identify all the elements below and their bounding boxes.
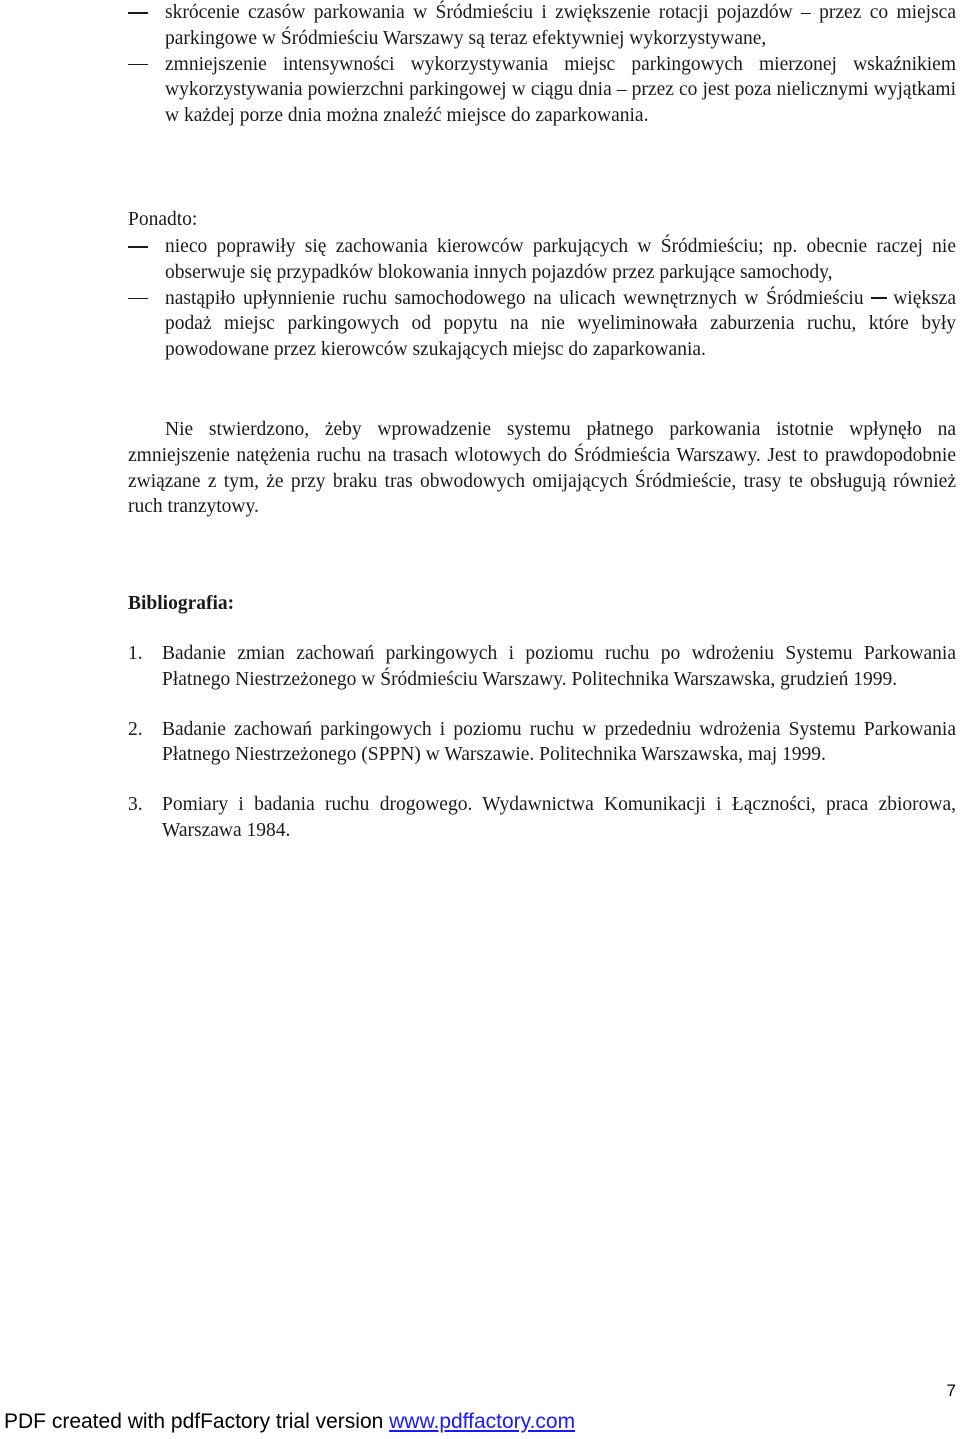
list-item (128, 286, 956, 363)
list-item-text: nieco poprawiły się zachowania kierowców parkujących w Śródmieściu; np. obecnie raczej nie obserwuje się przypadków blokowania innych pojazdów przez parkujące samochody, (165, 236, 956, 283)
bibliography-entry (128, 792, 956, 844)
list-item-text: nastąpiło upłynnienie ruchu samochodowego na ulicach wewnętrznych w Śródmieściu (165, 287, 864, 309)
list-item (128, 0, 956, 52)
footer-text: PDF created with pdfFactory trial version (4, 1410, 390, 1433)
list-item (128, 52, 956, 129)
dash-bullet-icon (128, 64, 148, 66)
list-item (128, 234, 956, 286)
entry-number: 1. (128, 643, 143, 664)
bibliography-entry (128, 641, 956, 693)
list-item-text: zmniejszenie intensywności wykorzystywania miejsc parkingowych mierzonej wskaźnikiem wykorzystywania powierzchni parkingowej w ciągu dnia – przez co jest poza nielicznymi wyjątkami w każdej porze dnia można znaleźć miejsce do zaparkowania. (165, 53, 956, 127)
additional-effects-list (128, 234, 956, 363)
dash-bullet-icon (128, 12, 148, 14)
effects-list (128, 0, 956, 129)
entry-number: 2. (128, 718, 143, 740)
entry-text: Badanie zachowań parkingowych i poziomu ruchu w przededniu wdrożenia Systemu Parkowania Płatnego Niestrzeżonego (SPPN) w Warszawie. Politechnika Warszawska, maj 1999. (162, 718, 956, 766)
entry-text: Pomiary i badania ruchu drogowego. Wydawnictwa Komunikacji i Łączności, praca zbiorowa, Warszawa 1984. (162, 794, 956, 841)
ponadto-label: Ponadto: (128, 209, 198, 230)
list-item-text-continued: większa podaż miejsc parkingowych od popytu na nie wyeliminowała zaburzenia ruchu, które były powodowane przez kierowców szukających miejsc do zaparkowania. (165, 287, 956, 361)
page-number: 7 (946, 1381, 956, 1400)
dash-bullet-icon (128, 246, 148, 248)
bibliography-list (128, 641, 956, 868)
pdf-footer (4, 1410, 575, 1434)
dash-bullet-icon (128, 298, 148, 300)
list-item-text: skrócenie czasów parkowania w Śródmieściu i zwiększenie rotacji pojazdów – przez co miejsca parkingowe w Śródmieściu Warszawy są teraz efektywniej wykorzystywane, (165, 2, 956, 49)
bibliography-entry (128, 717, 956, 769)
entry-number: 3. (128, 794, 143, 816)
conclusion-paragraph: Nie stwierdzono, żeby wprowadzenie systemu płatnego parkowania istotnie wpłynęło na zmniejszenie natężenia ruchu na trasach wlotowych do Śródmieścia Warszawy. Jest to prawdopodobnie związane z tym, że przy braku tras obwodowych omijających Śródmieście, trasy te obsługują również ruch tranzytowy. (128, 419, 956, 518)
pdffactory-link[interactable]: www.pdffactory.com (389, 1410, 576, 1433)
bibliography-heading: Bibliografia: (128, 593, 235, 614)
inline-dash-icon (871, 297, 887, 299)
entry-text: Badanie zmian zachowań parkingowych i poziomu ruchu po wdrożeniu Systemu Parkowania Płatnego Niestrzeżonego w Śródmieściu Warszawy. Politechnika Warszawska, grudzień 1999. (162, 643, 956, 690)
